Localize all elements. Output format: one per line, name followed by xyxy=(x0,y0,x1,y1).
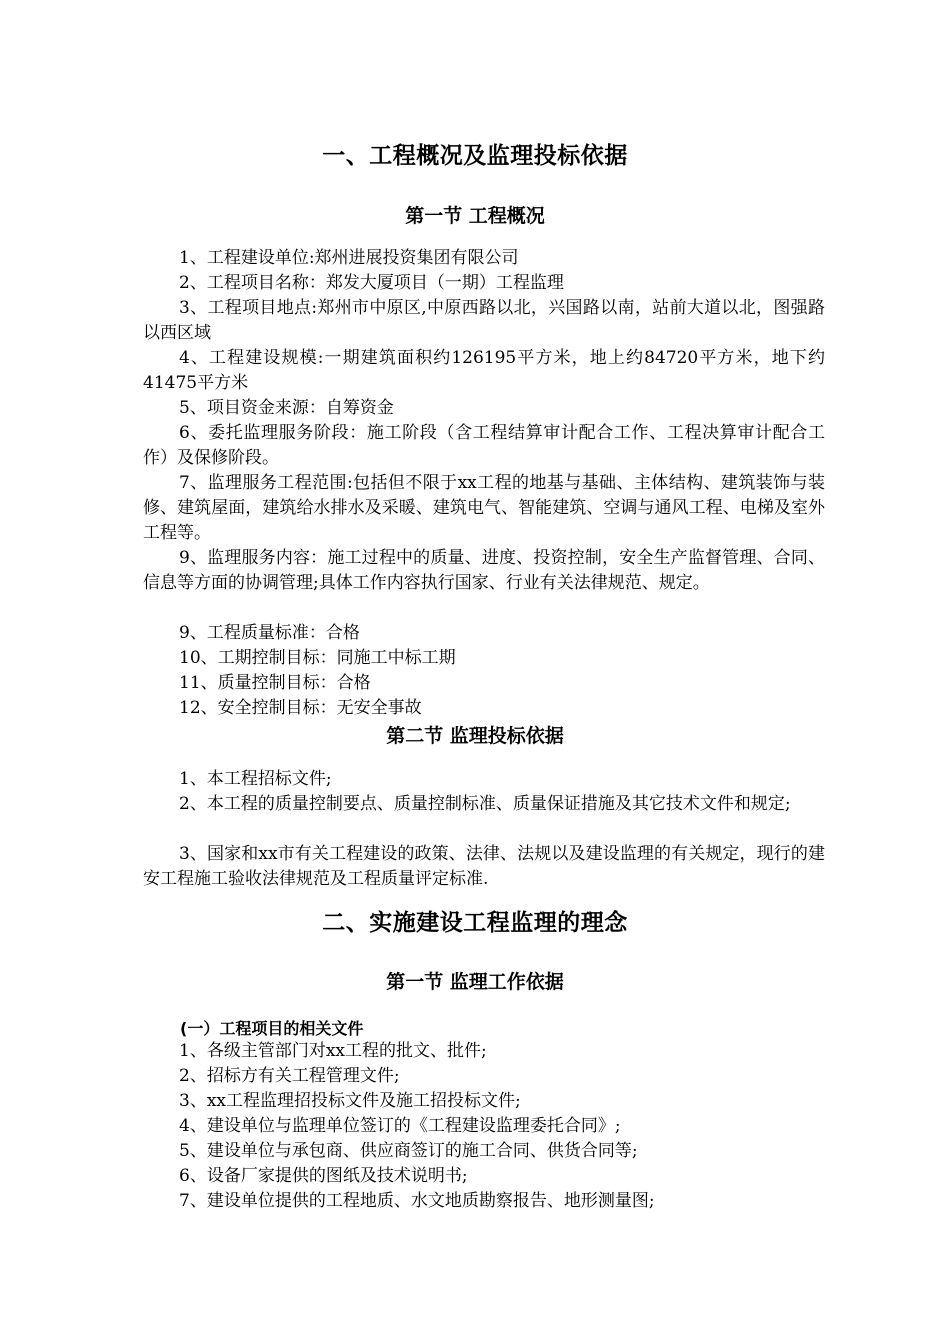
list-item: 2、本工程的质量控制要点、质量控制标准、质量保证措施及其它技术文件和规定; xyxy=(179,794,791,814)
list-item: 7、监理服务工程范围:包括但不限于xx工程的地基与基础、主体结构、建筑装饰与装修、建筑屋面，建筑给水排水及采暖、建筑电气、智能建筑、空调与通风工程、电梯及室外工程等。 xyxy=(143,473,825,543)
list-item: 4、建设单位与监理单位签订的《工程建设监理委托合同》; xyxy=(179,1116,621,1136)
list-item: 7、建设单位提供的工程地质、水文地质勘察报告、地形测量图; xyxy=(179,1191,655,1211)
list-item: 1、工程建设单位:郑州进展投资集团有限公司 xyxy=(179,248,519,268)
list-item: 9、工程质量标准：合格 xyxy=(179,623,360,643)
list-item: 3、xx工程监理招投标文件及施工招投标文件; xyxy=(179,1091,521,1111)
section-title-bid-basis: 第二节 监理投标依据 xyxy=(386,725,564,747)
chapter-heading-1: 一、工程概况及监理投标依据 xyxy=(322,143,628,169)
list-item: 3、工程项目地点:郑州市中原区,中原西路以北，兴国路以南，站前大道以北，图强路以西区域 xyxy=(143,298,825,343)
list-item: 6、委托监理服务阶段：施工阶段（含工程结算审计配合工作、工程决算审计配合工作）及保修阶段。 xyxy=(143,423,825,468)
list-item: 4、工程建设规模:一期建筑面积约126195平方米，地上约84720平方米，地下约41475平方米 xyxy=(143,348,825,393)
list-item: 12、安全控制目标：无安全事故 xyxy=(179,698,422,718)
list-item: 2、招标方有关工程管理文件; xyxy=(179,1066,400,1086)
list-item: 1、各级主管部门对xx工程的批文、批件; xyxy=(179,1041,487,1061)
list-item: 11、质量控制目标：合格 xyxy=(179,673,371,693)
list-item: 1、本工程招标文件; xyxy=(179,769,332,789)
section-title-overview: 第一节 工程概况 xyxy=(405,205,545,227)
section-title-supervision-basis: 第一节 监理工作依据 xyxy=(386,971,564,993)
subsection-title: (一）工程项目的相关文件 xyxy=(180,1019,364,1038)
list-item: 3、国家和xx市有关工程建设的政策、法律、法规以及建设监理的有关规定，现行的建安工程施工验收法律规范及工程质量评定标准. xyxy=(143,844,825,889)
list-item: 2、工程项目名称：郑发大厦项目（一期）工程监理 xyxy=(179,273,564,293)
list-item: 6、设备厂家提供的图纸及技术说明书; xyxy=(179,1166,468,1186)
list-item: 5、项目资金来源：自筹资金 xyxy=(179,398,394,418)
list-item: 10、工期控制目标：同施工中标工期 xyxy=(179,648,456,668)
chapter-heading-2: 二、实施建设工程监理的理念 xyxy=(322,910,628,936)
list-item: 9、监理服务内容：施工过程中的质量、进度、投资控制，安全生产监督管理、合同、信息等方面的协调管理;具体工作内容执行国家、行业有关法律规范、规定。 xyxy=(143,548,825,593)
list-item: 5、建设单位与承包商、供应商签订的施工合同、供货合同等; xyxy=(179,1141,638,1161)
